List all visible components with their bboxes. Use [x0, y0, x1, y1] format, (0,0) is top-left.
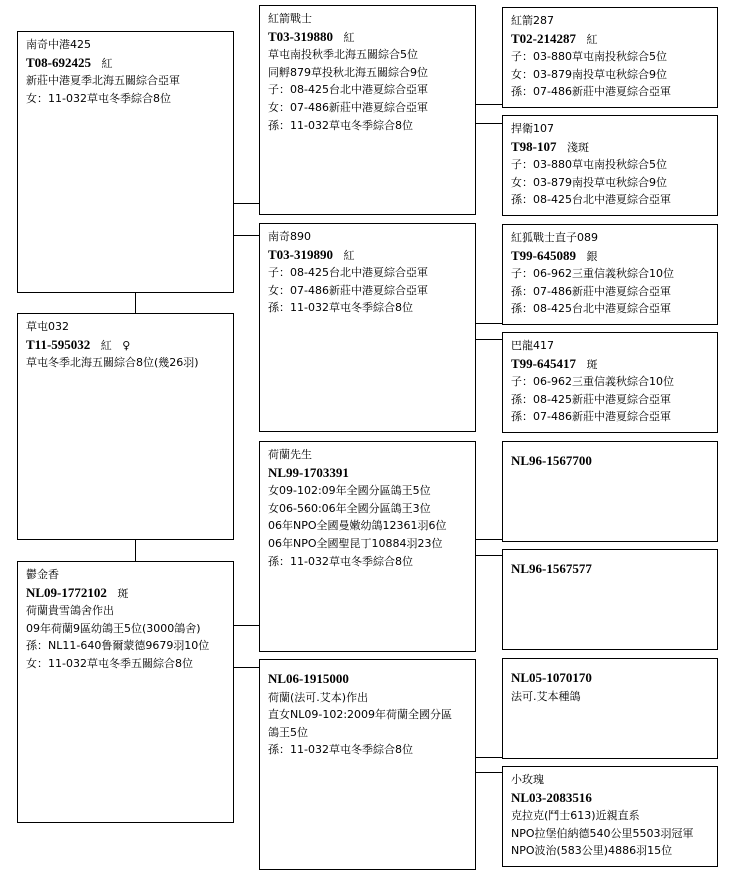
achievement-line: NPO波治(583公里)4886羽15位	[511, 844, 673, 858]
achievement-line: 同孵879草投秋北海五關綜合9位	[268, 65, 428, 79]
achievement-line: 孫：11-032草屯冬季綜合8位	[268, 118, 413, 132]
bird-name: 小玫瑰	[511, 773, 544, 786]
connector-line	[476, 555, 502, 556]
achievement-line: 草屯南投秋季北海五關綜合5位	[268, 48, 418, 62]
bird-name: 南奇890	[268, 230, 311, 243]
ring-number: NL09-1772102	[26, 584, 107, 600]
achievement-line: 荷蘭貴雪鴿舍作出	[26, 604, 114, 618]
bird-id-row	[26, 54, 225, 73]
ring-number: NL06-1915000	[268, 671, 349, 686]
achievement-line: 女06-560:06年全國分區鴿王3位	[268, 501, 431, 515]
achievement-line: 09年荷蘭9區幼鴿王5位(3000鴿舍)	[26, 621, 201, 635]
ring-number: T08-692425	[26, 54, 91, 70]
achievement-line: 06年NPO全國聖昆丁10884羽23位	[268, 536, 443, 550]
achievement-line: 子：06-962三重信義秋綜合10位	[511, 375, 674, 389]
achievement-line: 女：03-879南投草屯秋綜合9位	[511, 175, 667, 189]
pedigree-sire-sire	[259, 5, 476, 215]
achievement-line: 孫：11-032草屯冬季綜合8位	[268, 301, 413, 315]
feather-color: 淺斑	[567, 140, 589, 154]
pedigree-g3-8	[502, 766, 718, 867]
ring-number: NL05-1070170	[511, 670, 592, 685]
bird-name: 捍衛107	[511, 122, 554, 135]
connector-line	[476, 772, 502, 773]
feather-color: 紅	[343, 30, 355, 44]
ring-number: T99-645089	[511, 247, 576, 263]
achievement-line: NPO拉堡伯納德540公里5503羽冠軍	[511, 826, 694, 840]
connector-line	[476, 339, 502, 340]
pedigree-dam-dam	[259, 659, 476, 870]
ring-number: T99-645417	[511, 355, 576, 371]
achievement-line: 女09-102:09年全國分區鴿王5位	[268, 484, 431, 498]
feather-color: 銀	[586, 249, 598, 263]
bird-id-row	[511, 669, 709, 688]
feather-color: 斑	[117, 586, 129, 600]
achievement-line: 孫：07-486新莊中港夏綜合亞軍	[511, 284, 671, 298]
ring-number: T11-595032	[26, 336, 91, 352]
ring-number: NL03-2083516	[511, 789, 592, 805]
pedigree-g3-7	[502, 658, 718, 759]
ring-number: T03-319880	[268, 28, 333, 44]
bird-name: 巴龍417	[511, 339, 554, 352]
connector-line	[476, 539, 502, 540]
ring-number: NL96-1567577	[511, 561, 592, 576]
ring-number: NL99-1703391	[268, 464, 349, 480]
bird-id-row	[26, 336, 225, 355]
feather-color: 紅	[100, 338, 112, 352]
bird-id-row	[511, 138, 709, 157]
pedigree-dam-sire	[259, 441, 476, 652]
achievement-line: 孫：08-425台北中港夏綜合亞軍	[511, 302, 671, 316]
achievement-line: 孫：11-032草屯冬季綜合8位	[268, 554, 413, 568]
connector-line	[135, 293, 136, 313]
pedigree-subject	[17, 313, 234, 540]
pedigree-g3-4	[502, 332, 718, 433]
bird-id-row	[511, 560, 709, 579]
achievement-line: 新莊中港夏季北海五關綜合亞軍	[26, 74, 180, 88]
achievement-line: 法可.艾本種鴿	[511, 689, 581, 703]
achievement-line: 女：07-486新莊中港夏綜合亞軍	[268, 283, 428, 297]
bird-name: 紅箭287	[511, 14, 554, 27]
bird-id-row	[511, 452, 709, 471]
feather-color: 紅	[101, 56, 113, 70]
connector-line	[234, 667, 259, 668]
bird-id-row	[511, 247, 709, 266]
achievement-line: 孫：08-425新莊中港夏綜合亞軍	[511, 392, 671, 406]
pedigree-g3-6	[502, 549, 718, 650]
achievement-line: 孫：07-486新莊中港夏綜合亞軍	[511, 410, 671, 424]
pedigree-g3-2	[502, 115, 718, 216]
bird-id-row	[26, 584, 225, 603]
bird-id-row	[511, 30, 709, 49]
achievement-line: 鴿王5位	[268, 725, 308, 739]
feather-color: 斑	[586, 357, 598, 371]
pedigree-sire	[17, 31, 234, 293]
achievement-line: 孫：08-425台北中港夏綜合亞軍	[511, 193, 671, 207]
ring-number: NL96-1567700	[511, 453, 592, 468]
ring-number: T02-214287	[511, 30, 576, 46]
pedigree-g3-3	[502, 224, 718, 325]
connector-line	[476, 104, 502, 105]
pedigree-dam	[17, 561, 234, 823]
connector-line	[234, 235, 259, 236]
achievement-line: 孫：NL11-640鲁爾蒙德9679羽10位	[26, 639, 210, 653]
pedigree-sire-dam	[259, 223, 476, 432]
bird-id-row	[268, 246, 467, 265]
ring-number: T03-319890	[268, 246, 333, 262]
feather-color: 紅	[586, 32, 598, 46]
achievement-line: 女：11-032草屯冬季綜合8位	[26, 91, 171, 105]
bird-name: 南奇中港425	[26, 38, 91, 51]
achievement-line: 荷蘭(法可.艾本)作出	[268, 690, 369, 704]
achievement-line: 女：07-486新莊中港夏綜合亞軍	[268, 100, 428, 114]
achievement-line: 女：03-879南投草屯秋綜合9位	[511, 67, 667, 81]
ring-number: T98-107	[511, 138, 557, 154]
connector-line	[234, 625, 259, 626]
connector-line	[476, 123, 502, 124]
bird-id-row	[268, 28, 467, 47]
achievement-line: 草屯冬季北海五關綜合8位(幾26羽)	[26, 356, 199, 370]
bird-name: 紅狐戰士直子089	[511, 231, 598, 244]
bird-name: 紅箭戰士	[268, 12, 312, 25]
achievement-line: 孫：07-486新莊中港夏綜合亞軍	[511, 85, 671, 99]
bird-name: 荷蘭先生	[268, 448, 312, 461]
achievement-line: 06年NPO全國曼嫩幼鴿12361羽6位	[268, 519, 447, 533]
achievement-line: 子：08-425台北中港夏綜合亞軍	[268, 83, 428, 97]
achievement-line: 孫：11-032草屯冬季綜合8位	[268, 743, 413, 757]
achievement-line: 子：06-962三重信義秋綜合10位	[511, 267, 674, 281]
connector-line	[476, 757, 502, 758]
feather-color: 紅	[343, 248, 355, 262]
achievement-line: 直女NL09-102:2009年荷蘭全國分區	[268, 708, 453, 722]
achievement-line: 女：11-032草屯冬季五關綜合8位	[26, 656, 193, 670]
connector-line	[476, 323, 502, 324]
achievement-line: 克拉克(鬥士613)近親直系	[511, 809, 640, 823]
bird-id-row	[268, 670, 467, 689]
achievement-line: 子：03-880草屯南投秋綜合5位	[511, 50, 667, 64]
pedigree-g3-5	[502, 441, 718, 542]
sex-symbol: ♀	[122, 338, 131, 352]
bird-id-row	[511, 789, 709, 808]
connector-line	[135, 540, 136, 561]
bird-name: 草屯032	[26, 320, 69, 333]
bird-id-row	[511, 355, 709, 374]
bird-name: 鬱金香	[26, 568, 59, 581]
bird-id-row	[268, 464, 467, 483]
connector-line	[234, 203, 259, 204]
achievement-line: 子：08-425台北中港夏綜合亞軍	[268, 266, 428, 280]
achievement-line: 子：03-880草屯南投秋綜合5位	[511, 158, 667, 172]
pedigree-g3-1	[502, 7, 718, 108]
